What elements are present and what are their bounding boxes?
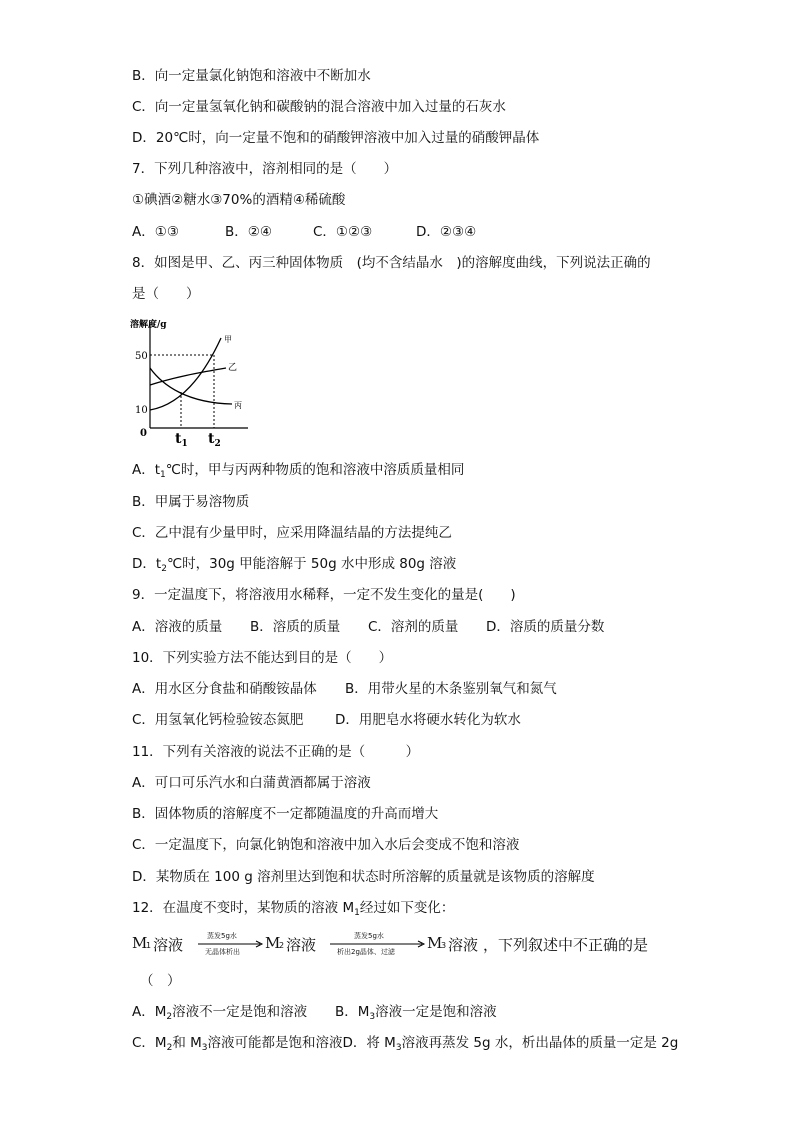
- q12-option-d: D．将 M3溶液再蒸发 5g 水，析出晶体的质量一定是 2g: [342, 1035, 679, 1053]
- ytick-50: 50: [135, 351, 148, 362]
- q6-option-c: C．向一定量氢氧化钠和碳酸钠的混合溶液中加入过量的石灰水: [132, 99, 506, 115]
- q11-option-d: D．某物质在 100 g 溶剂里达到饱和状态时所溶解的质量就是该物质的溶解度: [132, 869, 595, 885]
- question-10-options-2: [132, 711, 521, 729]
- q12-option-b: B．M3溶液一定是饱和溶液: [335, 1004, 497, 1022]
- ytick-0: 0: [140, 428, 147, 439]
- q8-option-d: D．$t_2℃$时，30g 甲能溶解于 50g 水中形成 80g 溶液: [132, 556, 457, 574]
- chart-ylabel: 溶解度/g: [130, 320, 167, 330]
- q7-option-d: D．②③④: [416, 224, 477, 240]
- q7-option-a: A．①③: [132, 224, 179, 240]
- curve-yi: [150, 368, 226, 385]
- xtick-t1: $t_1$: [175, 431, 188, 448]
- question-7-list: ①碘酒②糖水③70%的酒精④稀硫酸: [132, 192, 346, 208]
- q12-option-c: C．M2和 M3溶液可能都是饱和溶液: [132, 1035, 343, 1053]
- q9-option-a: A．溶液的质量: [132, 619, 223, 635]
- q10-option-b: B．用带火星的木条鉴别氧气和氮气: [345, 681, 557, 697]
- q11-option-a: A．可口可乐汽水和白蒲黄酒都属于溶液: [132, 775, 371, 791]
- q8-option-a: A．$t_1℃$时，甲与丙两种物质的饱和溶液中溶质质量相同: [132, 462, 465, 480]
- question-8: 8．如图是甲、乙、丙三种固体物质 (均不含结晶水 )的溶解度曲线，下列说法正确的: [132, 255, 651, 271]
- question-12: 12．在温度不变时，某物质的溶液 $M_1$经过如下变化：: [132, 900, 455, 918]
- label-yi: 乙: [228, 363, 238, 373]
- label-bing: 丙: [234, 401, 242, 410]
- q9-option-b: B．溶质的质量: [250, 619, 341, 635]
- ytick-10: 10: [135, 405, 148, 416]
- q6-option-b: B．向一定量氯化钠饱和溶液中不断加水: [132, 68, 371, 84]
- curve-jia: [150, 338, 221, 410]
- q9-option-d: D．溶质的质量分数: [486, 619, 605, 635]
- solubility-chart: [128, 316, 253, 448]
- q9-option-c: C．溶剂的质量: [368, 619, 459, 635]
- q10-option-a: A．用水区分食盐和硝酸铵晶体: [132, 681, 317, 697]
- question-12-options-1: [132, 1003, 497, 1026]
- question-10-options-1: [132, 680, 557, 698]
- q8-option-b: B．甲属于易溶物质: [132, 494, 250, 510]
- question-7: 7．下列几种溶液中，溶剂相同的是（ ）: [132, 161, 398, 177]
- q12-option-a: A．M2溶液不一定是饱和溶液: [132, 1004, 308, 1022]
- question-8-cont: 是（ ）: [132, 286, 200, 302]
- q7-option-b: B．②④: [225, 224, 272, 240]
- question-11: 11．下列有关溶液的说法不正确的是（ ）: [132, 744, 420, 760]
- question-12-paren: （ ）: [140, 973, 181, 989]
- xtick-t2: $t_2$: [208, 431, 221, 448]
- question-10: 10．下列实验方法不能达到目的是（ ）: [132, 650, 393, 666]
- q11-option-b: B．固体物质的溶解度不一定都随温度的升高而增大: [132, 806, 439, 822]
- q7-option-c: C．①②③: [313, 224, 373, 240]
- q10-option-d: D．用肥皂水将硬水转化为软水: [335, 712, 521, 728]
- q10-option-c: C．用氢氧化钙检验铵态氮肥: [132, 712, 304, 728]
- question-12-options-2: [132, 1034, 678, 1057]
- q6-option-d: D．20℃时，向一定量不饱和的硝酸钾溶液中加入过量的硝酸钾晶体: [132, 130, 540, 146]
- label-jia: 甲: [224, 335, 232, 344]
- q11-option-c: C．一定温度下，向氯化钠饱和溶液中加入水后会变成不饱和溶液: [132, 837, 520, 853]
- question-7-options: [132, 223, 476, 241]
- question-9-options: [132, 618, 604, 636]
- q8-option-c: C．乙中混有少量甲时，应采用降温结晶的方法提纯乙: [132, 525, 452, 541]
- question-9: 9．一定温度下，将溶液用水稀释，一定不发生变化的量是( ): [132, 587, 516, 603]
